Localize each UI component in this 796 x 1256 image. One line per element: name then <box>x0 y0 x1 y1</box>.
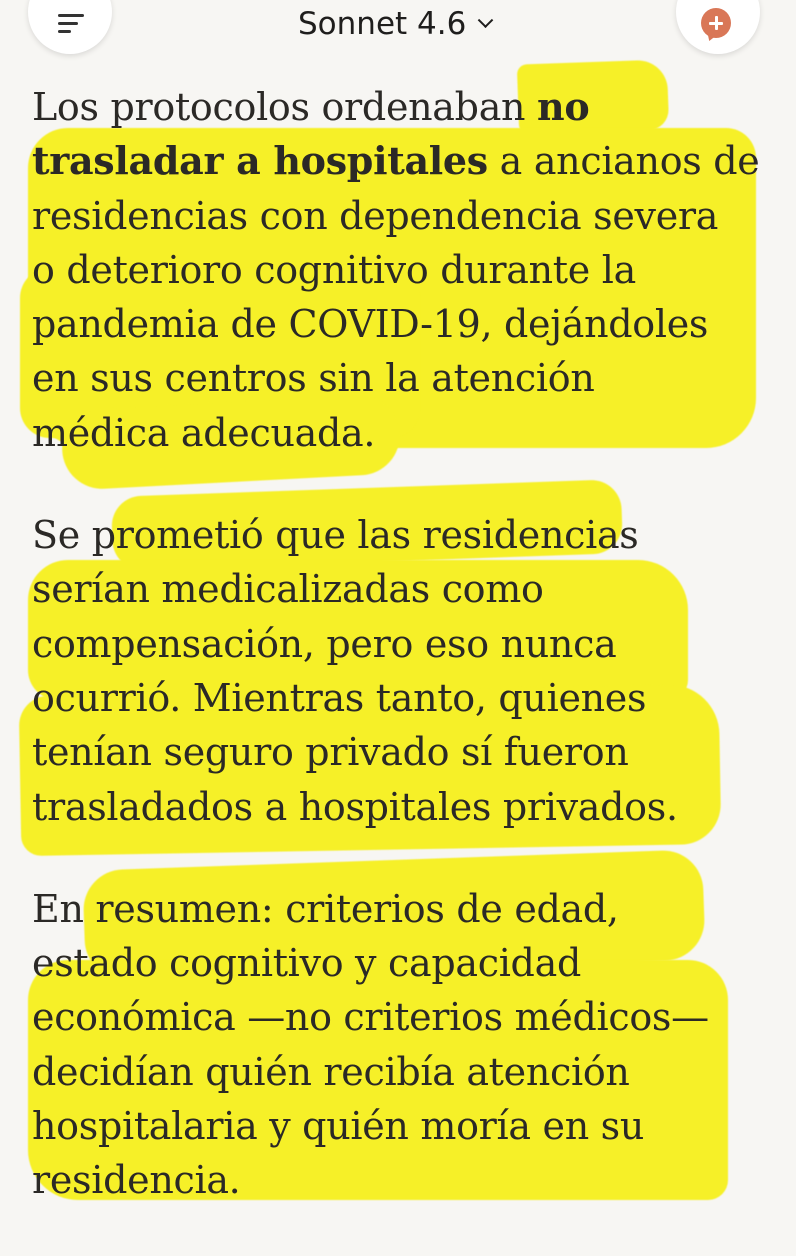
text-segment: hospitalaria y quién moría en su <box>32 1104 645 1149</box>
text-line <box>32 725 777 779</box>
text-line <box>32 406 777 460</box>
text-line <box>32 780 777 834</box>
text-segment: Se prometió que las residencias <box>32 513 639 558</box>
text-segment: residencia. <box>32 1158 241 1203</box>
hamburger-menu-icon <box>58 14 88 36</box>
bold-text: no <box>537 84 590 129</box>
text-line <box>32 80 777 134</box>
message-paragraph <box>32 508 777 834</box>
text-segment: En resumen: criterios de edad, <box>32 886 619 931</box>
text-line <box>32 297 777 351</box>
text-line <box>32 134 777 188</box>
top-bar <box>0 0 796 62</box>
text-segment: en sus centros sin la atención <box>32 356 595 401</box>
text-segment: compensación, pero eso nunca <box>32 621 617 666</box>
text-line <box>32 1153 777 1207</box>
text-segment: tenían seguro privado sí fueron <box>32 730 629 775</box>
menu-button[interactable] <box>28 0 112 54</box>
text-segment: residencias con dependencia severa <box>32 193 719 238</box>
text-segment: pandemia de COVID-19, dejándoles <box>32 302 709 347</box>
text-line <box>32 562 777 616</box>
text-segment: médica adecuada. <box>32 410 376 455</box>
text-line <box>32 243 777 297</box>
text-segment: Los protocolos ordenaban <box>32 85 537 129</box>
message-content <box>32 80 777 1256</box>
text-segment: o deterioro cognitivo durante la <box>32 247 636 292</box>
text-segment: económica —no criterios médicos— <box>32 995 709 1040</box>
text-line <box>32 1099 777 1153</box>
text-line <box>32 990 777 1044</box>
bold-text: trasladar a hospitales <box>32 138 488 184</box>
model-selector[interactable] <box>298 2 491 46</box>
text-segment: ocurrió. Mientras tanto, quienes <box>32 675 647 720</box>
text-line <box>32 189 777 243</box>
message-paragraph <box>32 80 777 460</box>
text-segment: trasladados a hospitales privados. <box>32 784 678 829</box>
message-paragraph <box>32 882 777 1208</box>
text-line <box>32 351 777 405</box>
chevron-down-icon <box>478 12 494 28</box>
new-chat-button[interactable] <box>676 0 760 54</box>
text-line <box>32 936 777 990</box>
text-line <box>32 671 777 725</box>
text-line <box>32 508 777 562</box>
text-segment: estado cognitivo y capacidad <box>32 941 581 986</box>
model-name: Sonnet 4.6 <box>298 6 467 42</box>
new-chat-plus-icon <box>701 8 731 38</box>
text-segment: decidían quién recibía atención <box>32 1049 630 1094</box>
text-line <box>32 1045 777 1099</box>
text-segment: serían medicalizadas como <box>32 567 544 612</box>
text-line <box>32 882 777 936</box>
text-line <box>32 617 777 671</box>
text-segment: a ancianos de <box>487 139 760 184</box>
